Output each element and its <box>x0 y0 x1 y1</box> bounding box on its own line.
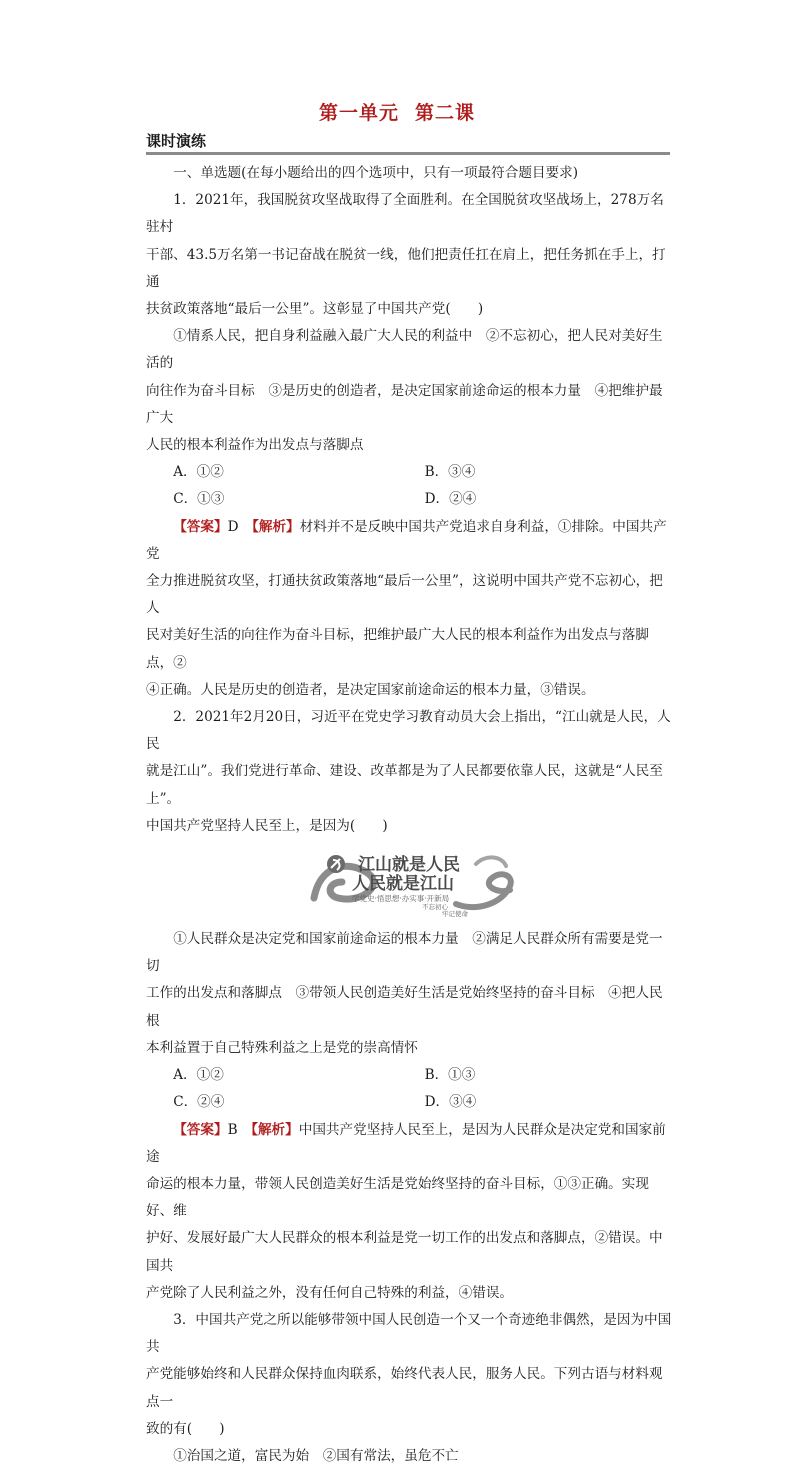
lesson-title: 第二课 <box>415 102 476 124</box>
q2-statement-line: ①人民群众是决定党和国家前途命运的根本力量 ②满足人民群众所有需要是党一切 <box>146 931 663 975</box>
q2-option-d: D．③④ <box>424 1094 477 1111</box>
slogan-line-3: 学党史·悟思想·办实事·开新局 <box>352 894 450 904</box>
q2-options-row <box>146 1062 676 1089</box>
slogan-line-1: 江山就是人民 <box>358 855 460 876</box>
answer-tag: 【答案】 <box>173 518 228 535</box>
q2-explanation-line: 产党除了人民利益之外，没有任何自己特殊的利益，④错误。 <box>146 1284 514 1301</box>
answer-tag: 【答案】 <box>173 1121 228 1138</box>
q2-statement-line: 工作的出发点和落脚点 ③带领人民创造美好生活是党始终坚持的奋斗目标 ④把人民根 <box>146 985 663 1029</box>
slogan-line-5: 牢记使命 <box>442 910 468 919</box>
q1-explanation-line: 全力推进脱贫攻坚，打通扶贫政策落地“最后一公里”，这说明中国共产党不忘初心，把人 <box>146 573 663 617</box>
q2-options-row <box>146 1089 676 1116</box>
q1-statement-line: 向往作为奋斗目标 ③是历史的创造者，是决定国家前途命运的根本力量 ④把维护最广大 <box>146 382 663 426</box>
q1-answer: D <box>227 518 239 535</box>
q2-stem-line: 中国共产党坚持人民至上，是因为( ) <box>146 817 388 834</box>
q1-explanation-line <box>146 514 676 568</box>
analysis-tag: 【解析】 <box>251 1121 299 1138</box>
q1-explanation-line: ④正确。人民是历史的创造者，是决定国家前途命运的根本力量，③错误。 <box>146 681 595 698</box>
q3-statement-line: ①治国之道，富民为始 ②国有常法，虽危不亡 <box>173 1447 459 1464</box>
q1-stem-line: 扶贫政策落地“最后一公里”。这彰显了中国共产党( ) <box>146 301 484 318</box>
q1-statement-line: 人民的根本利益作为出发点与落脚点 <box>146 437 364 454</box>
q2-explanation-line: 命运的根本力量，带领人民创造美好生活是党始终坚持的奋斗目标，①③正确。实现好、维 <box>146 1175 649 1220</box>
q3-stem-line: 致的有( ) <box>146 1420 225 1437</box>
q1-explanation-text: 材料并不是反映中国共产党追求自身利益，①排除。中国共产党 <box>146 518 667 562</box>
q3-stem-line: 产党能够始终和人民群众保持血肉联系，始终代表人民，服务人民。下列古语与材料观点一 <box>146 1366 663 1410</box>
analysis-tag: 【解析】 <box>252 518 300 535</box>
q1-explanation-line: 民对美好生活的向往作为奋斗目标，把维护最广大人民的根本利益作为出发点与落脚点，② <box>146 627 649 671</box>
q1-options-row <box>146 486 676 513</box>
content <box>146 160 676 1470</box>
slogan-image <box>306 846 516 918</box>
q1-option-b: B．③④ <box>424 464 476 481</box>
q2-stem-line: 就是江山”。我们党进行革命、建设、改革都是为了人民都要依靠人民，这就是“人民至上”。 <box>146 763 663 807</box>
q1-option-a: A．①② <box>173 464 224 481</box>
q2-option-c: C．②④ <box>173 1094 225 1111</box>
q2-option-a: A．①② <box>173 1067 224 1084</box>
q1-stem-line: 1．2021年，我国脱贫攻坚战取得了全面胜利。在全国脱贫攻坚战场上，278万名驻村 <box>146 192 664 236</box>
q1-option-d: D．②④ <box>424 491 477 508</box>
q2-statement-line: 本利益置于自己特殊利益之上是党的崇高情怀 <box>146 1039 418 1056</box>
instruction: 一、单选题(在每小题给出的四个选项中，只有一项最符合题目要求) <box>173 165 579 181</box>
q1-stem-line: 干部、43.5万名第一书记奋战在脱贫一线，他们把责任扛在肩上，把任务抓在手上，打通 <box>146 246 666 290</box>
slogan-line-2: 人民就是江山 <box>352 874 454 895</box>
q2-option-b: B．①③ <box>424 1067 476 1084</box>
q1-option-c: C．①③ <box>173 491 225 508</box>
unit-title: 第一单元 <box>318 102 399 124</box>
slogan-line-4: 不忘初心 <box>422 903 448 912</box>
q1-statement-line: ①情系人民，把自身利益融入最广大人民的利益中 ②不忘初心，把人民对美好生活的 <box>146 328 663 372</box>
q2-explanation-line <box>146 1117 676 1171</box>
q2-explanation-text: 中国共产党坚持人民至上，是因为人民群众是决定党和国家前途 <box>146 1121 666 1165</box>
q2-answer: B <box>227 1121 238 1138</box>
q3-stem-line: 3．中国共产党之所以能够带领中国人民创造一个又一个奇迹绝非偶然，是因为中国共 <box>146 1311 672 1356</box>
party-emblem-icon <box>327 855 345 873</box>
heading-rule <box>146 152 670 155</box>
q2-stem-line: 2．2021年2月20日，习近平在党史学习教育动员大会上指出，“江山就是人民，人民 <box>146 709 671 753</box>
q2-explanation-line: 护好、发展好最广大人民群众的根本利益是党一切工作的出发点和落脚点，②错误。中国共 <box>146 1230 663 1274</box>
q1-options-row <box>146 459 676 486</box>
section-heading: 课时演练 <box>146 132 207 150</box>
question-3 <box>146 1307 676 1470</box>
slogan-artwork <box>306 846 516 918</box>
page-title <box>0 98 794 125</box>
question-2 <box>146 704 676 1307</box>
question-1 <box>146 187 676 704</box>
